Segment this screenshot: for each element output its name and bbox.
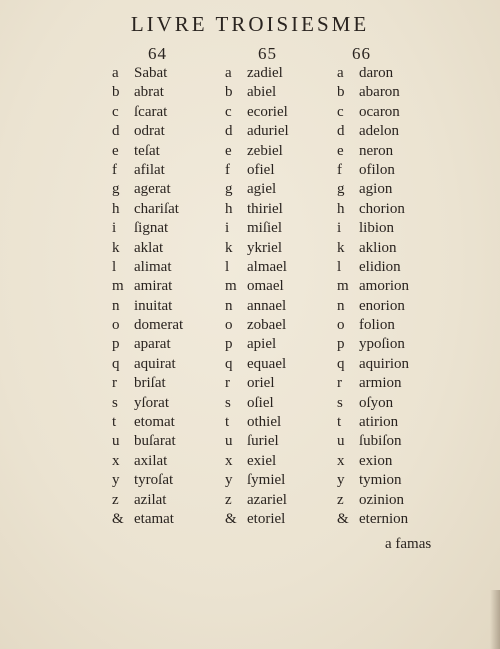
row-letter: m <box>337 278 349 295</box>
row-letter: e <box>337 142 344 159</box>
row-word: apiel <box>247 336 277 353</box>
row-letter: x <box>112 452 120 469</box>
row-word: ſymiel <box>247 472 286 489</box>
row-word: folion <box>359 317 395 334</box>
row-word: agiel <box>247 181 277 198</box>
row-letter: c <box>225 103 232 120</box>
row-letter: k <box>225 239 233 256</box>
row-word: ſubiſon <box>359 433 402 450</box>
cipher-row <box>225 491 289 510</box>
row-word: etoriel <box>247 510 286 527</box>
row-word: exiel <box>247 452 277 469</box>
cipher-row <box>225 335 289 354</box>
cipher-column-66 <box>337 64 409 529</box>
row-letter: o <box>337 317 345 334</box>
row-letter: b <box>112 84 120 101</box>
row-letter: x <box>225 452 233 469</box>
row-letter: x <box>337 452 345 469</box>
row-word: armion <box>359 375 402 392</box>
row-word: etomat <box>134 414 175 431</box>
row-letter: & <box>337 510 349 527</box>
row-word: briſat <box>134 375 166 392</box>
row-letter: i <box>225 220 230 237</box>
cipher-row <box>225 142 289 161</box>
row-letter: z <box>112 491 119 508</box>
row-word: chorion <box>359 200 405 217</box>
row-letter: u <box>225 433 233 450</box>
row-word: ſignat <box>134 220 169 237</box>
row-letter: z <box>337 491 344 508</box>
row-word: aklion <box>359 239 397 256</box>
row-word: azilat <box>134 491 167 508</box>
cipher-row <box>337 510 409 529</box>
cipher-row <box>225 432 289 451</box>
row-letter: e <box>225 142 232 159</box>
cipher-row <box>112 316 183 335</box>
row-letter: a <box>337 65 344 81</box>
cipher-row <box>337 491 409 510</box>
row-word: zobael <box>247 317 287 334</box>
cipher-row <box>337 452 409 471</box>
cipher-row <box>112 471 183 490</box>
row-letter: p <box>337 336 345 353</box>
row-word: tymion <box>359 472 402 489</box>
row-letter: t <box>337 414 342 431</box>
row-word: daron <box>359 65 394 81</box>
cipher-row <box>112 122 183 141</box>
cipher-row <box>337 64 409 83</box>
row-letter: h <box>337 200 345 217</box>
row-letter: f <box>225 161 230 178</box>
cipher-row <box>337 161 409 180</box>
row-letter: & <box>112 510 124 527</box>
row-word: ofilon <box>359 161 395 178</box>
cipher-row <box>337 180 409 199</box>
row-letter: s <box>225 394 231 411</box>
row-letter: g <box>112 181 120 198</box>
cipher-row <box>112 491 183 510</box>
row-letter: r <box>112 375 117 392</box>
row-word: adelon <box>359 123 399 140</box>
cipher-row <box>112 200 183 219</box>
row-letter: g <box>225 181 233 198</box>
row-letter: n <box>225 297 233 314</box>
row-word: ypoſion <box>359 336 405 353</box>
row-letter: h <box>225 200 233 217</box>
row-letter: o <box>225 317 233 334</box>
row-letter: t <box>225 414 230 431</box>
row-word: zebiel <box>247 142 283 159</box>
row-letter: c <box>337 103 344 120</box>
cipher-row <box>337 122 409 141</box>
row-word: inuitat <box>134 297 173 314</box>
row-word: chariſat <box>134 200 179 217</box>
cipher-row <box>225 374 289 393</box>
cipher-row <box>225 510 289 529</box>
cipher-row <box>337 103 409 122</box>
cipher-row <box>112 277 183 296</box>
row-letter: r <box>337 375 342 392</box>
row-word: atirion <box>359 414 399 431</box>
cipher-row <box>225 239 289 258</box>
cipher-row <box>225 200 289 219</box>
cipher-row <box>337 200 409 219</box>
row-word: ocaron <box>359 103 400 120</box>
row-letter: n <box>337 297 345 314</box>
row-letter: u <box>337 433 345 450</box>
row-letter: k <box>112 239 120 256</box>
row-letter: i <box>337 220 342 237</box>
row-word: enorion <box>359 297 405 314</box>
row-word: abaron <box>359 84 400 101</box>
cipher-row <box>112 452 183 471</box>
cipher-row <box>225 258 289 277</box>
row-letter: f <box>112 161 117 178</box>
cipher-row <box>112 413 183 432</box>
row-letter: q <box>112 355 120 372</box>
row-letter: p <box>225 336 233 353</box>
cipher-row <box>225 122 289 141</box>
row-word: ozinion <box>359 491 404 508</box>
cipher-row <box>112 374 183 393</box>
row-word: teſat <box>134 142 160 159</box>
row-word: tyroſat <box>134 472 174 489</box>
cipher-row <box>112 239 183 258</box>
cipher-row <box>112 394 183 413</box>
row-word: amirat <box>134 278 173 295</box>
row-letter: h <box>112 200 120 217</box>
row-word: zadiel <box>247 65 283 81</box>
row-word: ſcarat <box>134 103 168 120</box>
cipher-column-65 <box>225 64 289 529</box>
row-letter: t <box>112 414 117 431</box>
cipher-row <box>337 258 409 277</box>
row-word: miſiel <box>247 220 282 237</box>
row-word: aquirat <box>134 355 176 372</box>
row-word: annael <box>247 297 287 314</box>
cipher-row <box>337 335 409 354</box>
row-word: abrat <box>134 84 164 101</box>
cipher-row <box>225 83 289 102</box>
cipher-row <box>337 297 409 316</box>
cipher-row <box>112 258 183 277</box>
row-letter: d <box>112 123 120 140</box>
row-word: equael <box>247 355 287 372</box>
row-letter: l <box>337 258 342 275</box>
column-number-65: 65 <box>258 44 277 63</box>
column-number-66: 66 <box>352 44 371 63</box>
column-number-64: 64 <box>148 44 167 63</box>
row-letter: m <box>112 278 124 295</box>
row-word: ſuriel <box>247 433 279 450</box>
row-letter: b <box>337 84 345 101</box>
cipher-row <box>337 355 409 374</box>
row-word: thiriel <box>247 200 283 217</box>
row-word: eternion <box>359 510 409 527</box>
cipher-row <box>337 394 409 413</box>
row-letter: q <box>225 355 233 372</box>
catchword: a famas <box>385 536 432 552</box>
row-letter: r <box>225 375 230 392</box>
row-letter: d <box>337 123 345 140</box>
cipher-row <box>225 413 289 432</box>
cipher-row <box>225 355 289 374</box>
cipher-row <box>225 297 289 316</box>
row-word: etamat <box>134 510 174 527</box>
row-word: Sabat <box>134 65 168 81</box>
cipher-row <box>225 161 289 180</box>
cipher-row <box>112 432 183 451</box>
cipher-row <box>225 277 289 296</box>
row-word: azariel <box>247 491 287 508</box>
cipher-row <box>337 374 409 393</box>
row-word: ecoriel <box>247 103 288 120</box>
cipher-row <box>225 103 289 122</box>
cipher-row <box>225 394 289 413</box>
row-letter: z <box>225 491 232 508</box>
row-letter: m <box>225 278 237 295</box>
row-word: axilat <box>134 452 168 469</box>
cipher-row <box>225 64 289 83</box>
row-word: abiel <box>247 84 277 101</box>
row-letter: f <box>337 161 342 178</box>
cipher-row <box>337 471 409 490</box>
row-word: neron <box>359 142 394 159</box>
row-word: odrat <box>134 123 165 140</box>
row-letter: & <box>225 510 237 527</box>
cipher-row <box>337 413 409 432</box>
cipher-row <box>112 83 183 102</box>
cipher-row <box>112 510 183 529</box>
cipher-row <box>337 219 409 238</box>
cipher-row <box>112 142 183 161</box>
row-letter: c <box>112 103 119 120</box>
row-word: aparat <box>134 336 171 353</box>
row-letter: u <box>112 433 120 450</box>
row-word: ykriel <box>247 239 282 256</box>
cipher-column-64 <box>112 64 183 529</box>
cipher-row <box>112 103 183 122</box>
row-letter: a <box>112 65 119 81</box>
row-letter: y <box>225 472 233 489</box>
row-letter: e <box>112 142 119 159</box>
row-letter: p <box>112 336 120 353</box>
row-letter: a <box>225 65 232 81</box>
row-word: oſyon <box>359 394 394 411</box>
row-word: ofiel <box>247 161 275 178</box>
row-letter: q <box>337 355 345 372</box>
cipher-row <box>337 83 409 102</box>
cipher-row <box>337 316 409 335</box>
row-letter: o <box>112 317 120 334</box>
row-word: domerat <box>134 317 184 334</box>
row-word: yſorat <box>134 394 169 411</box>
row-letter: d <box>225 123 233 140</box>
row-letter: s <box>337 394 343 411</box>
row-word: amorion <box>359 278 409 295</box>
row-letter: y <box>337 472 345 489</box>
cipher-row <box>112 161 183 180</box>
row-word: omael <box>247 278 284 295</box>
cipher-row <box>112 180 183 199</box>
row-word: almael <box>247 258 287 275</box>
cipher-row <box>112 335 183 354</box>
row-letter: l <box>225 258 230 275</box>
cipher-row <box>225 180 289 199</box>
row-word: buſarat <box>134 433 176 450</box>
row-word: agion <box>359 181 393 198</box>
row-word: elidion <box>359 258 401 275</box>
cipher-row <box>225 471 289 490</box>
row-word: agerat <box>134 181 171 198</box>
row-letter: i <box>112 220 117 237</box>
cipher-row <box>112 219 183 238</box>
cipher-row <box>225 452 289 471</box>
cipher-row <box>337 239 409 258</box>
row-word: afilat <box>134 161 165 178</box>
cipher-row <box>337 142 409 161</box>
row-word: aduriel <box>247 123 289 140</box>
cipher-row <box>337 277 409 296</box>
cipher-row <box>112 64 183 83</box>
cipher-row <box>112 297 183 316</box>
row-word: exion <box>359 452 393 469</box>
row-word: othiel <box>247 414 282 431</box>
row-letter: s <box>112 394 118 411</box>
row-word: aklat <box>134 239 164 256</box>
row-letter: l <box>112 258 117 275</box>
page-header: LIVRE TROISIESME <box>130 12 370 36</box>
row-word: oſiel <box>247 394 274 411</box>
row-letter: g <box>337 181 345 198</box>
row-letter: b <box>225 84 233 101</box>
row-word: oriel <box>247 375 275 392</box>
row-letter: n <box>112 297 120 314</box>
row-word: libion <box>359 220 395 237</box>
cipher-row <box>225 316 289 335</box>
page-edge-stain <box>490 590 500 649</box>
cipher-row <box>112 355 183 374</box>
row-word: aquirion <box>359 355 409 372</box>
cipher-row <box>225 219 289 238</box>
cipher-row <box>337 432 409 451</box>
row-word: alimat <box>134 258 172 275</box>
row-letter: k <box>337 239 345 256</box>
row-letter: y <box>112 472 120 489</box>
